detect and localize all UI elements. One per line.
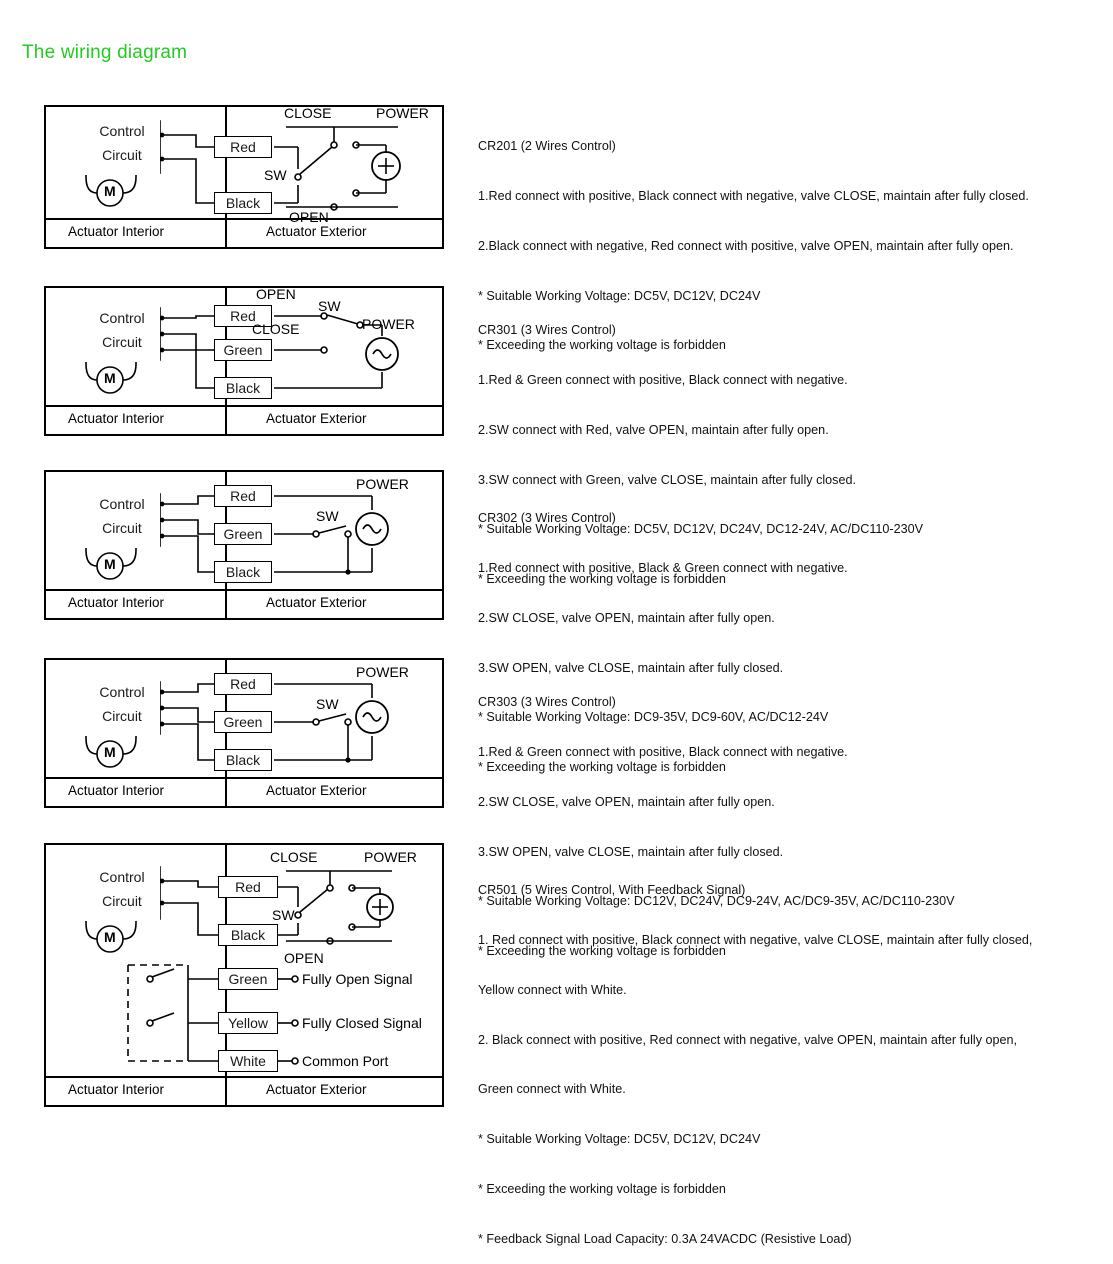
diagram-cr201 bbox=[44, 105, 444, 249]
label-actuator-interior: Actuator Interior bbox=[68, 411, 165, 426]
control-circuit-block bbox=[62, 492, 160, 548]
page-title: The wiring diagram bbox=[22, 42, 188, 63]
wire-label-black: Black bbox=[214, 192, 272, 214]
desc-line: 2.SW connect with Red, valve OPEN, maintain after fully open. bbox=[478, 422, 829, 437]
motor-label: M bbox=[104, 556, 116, 572]
label-fully-open-signal: Fully Open Signal bbox=[302, 971, 413, 987]
wire-label-green: Green bbox=[214, 711, 272, 733]
label-close: CLOSE bbox=[270, 849, 318, 865]
control-label: Control bbox=[99, 123, 145, 139]
desc-line: 1.Red connect with positive, Black connect with negative, valve CLOSE, maintain after fully closed. bbox=[478, 188, 1029, 203]
motor-label: M bbox=[104, 183, 116, 199]
diagram-cr501 bbox=[44, 843, 444, 1107]
desc-line: * Suitable Working Voltage: DC12V, DC24V, DC9-24V, AC/DC9-35V, AC/DC110-230V bbox=[478, 894, 955, 909]
label-sw: SW bbox=[264, 167, 287, 183]
control-label: Control bbox=[99, 684, 145, 700]
wire-label-green: Green bbox=[214, 339, 272, 361]
label-power: POWER bbox=[362, 316, 415, 332]
wire-label-yellow: Yellow bbox=[218, 1012, 278, 1034]
desc-line: 1.Red & Green connect with positive, Black connect with negative. bbox=[478, 372, 848, 387]
desc-line: 3.SW connect with Green, valve CLOSE, maintain after fully closed. bbox=[478, 472, 856, 487]
label-power: POWER bbox=[356, 664, 409, 680]
control-circuit-block bbox=[62, 680, 160, 736]
circuit-label: Circuit bbox=[102, 708, 142, 724]
diagram-cr303 bbox=[44, 658, 444, 808]
label-actuator-interior: Actuator Interior bbox=[68, 595, 165, 610]
desc-line: * Suitable Working Voltage: DC5V, DC12V, DC24V bbox=[478, 1132, 761, 1147]
motor-label: M bbox=[104, 929, 116, 945]
circuit-label: Circuit bbox=[102, 147, 142, 163]
desc-line: * Exceeding the working voltage is forbidden bbox=[478, 338, 726, 353]
label-actuator-interior: Actuator Interior bbox=[68, 783, 165, 798]
wire-label-green: Green bbox=[214, 523, 272, 545]
desc-line: 2.SW CLOSE, valve OPEN, maintain after fully open. bbox=[478, 610, 775, 625]
label-power: POWER bbox=[364, 849, 417, 865]
label-sw: SW bbox=[318, 298, 341, 314]
desc-line: Green connect with White. bbox=[478, 1082, 626, 1097]
wire-label-red: Red bbox=[214, 485, 272, 507]
desc-title: CR301 (3 Wires Control) bbox=[478, 323, 616, 338]
control-label: Control bbox=[99, 310, 145, 326]
desc-line: 2.Black connect with negative, Red connect with positive, valve OPEN, maintain after fully open. bbox=[478, 238, 1014, 253]
wire-label-black: Black bbox=[214, 749, 272, 771]
motor-label: M bbox=[104, 370, 116, 386]
label-actuator-interior: Actuator Interior bbox=[68, 224, 165, 239]
control-circuit-block bbox=[62, 865, 160, 921]
control-label: Control bbox=[99, 496, 145, 512]
control-circuit-block bbox=[62, 119, 160, 175]
label-actuator-interior: Actuator Interior bbox=[68, 1082, 165, 1097]
desc-line: 1.Red & Green connect with positive, Black connect with negative. bbox=[478, 744, 848, 759]
motor-label: M bbox=[104, 744, 116, 760]
label-open: OPEN bbox=[289, 209, 329, 225]
wire-label-green: Green bbox=[218, 968, 278, 990]
desc-title: CR201 (2 Wires Control) bbox=[478, 139, 616, 154]
label-fully-closed-signal: Fully Closed Signal bbox=[302, 1015, 422, 1031]
desc-line: Yellow connect with White. bbox=[478, 982, 627, 997]
desc-line: * Suitable Working Voltage: DC9-35V, DC9-60V, AC/DC12-24V bbox=[478, 710, 829, 725]
label-power: POWER bbox=[356, 476, 409, 492]
desc-title: CR303 (3 Wires Control) bbox=[478, 695, 616, 710]
wire-label-red: Red bbox=[214, 136, 272, 158]
label-actuator-exterior: Actuator Exterior bbox=[266, 411, 367, 426]
desc-line: 1. Red connect with positive, Black connect with negative, valve CLOSE, maintain after fully closed, bbox=[478, 932, 1033, 947]
label-sw: SW bbox=[272, 907, 295, 923]
diagram-cr302 bbox=[44, 470, 444, 620]
label-actuator-exterior: Actuator Exterior bbox=[266, 595, 367, 610]
desc-line: * Exceeding the working voltage is forbidden bbox=[478, 760, 726, 775]
desc-line: * Suitable Working Voltage: DC5V, DC12V, DC24V bbox=[478, 288, 761, 303]
label-actuator-exterior: Actuator Exterior bbox=[266, 224, 367, 239]
circuit-label: Circuit bbox=[102, 893, 142, 909]
desc-line: 2. Black connect with positive, Red connect with negative, valve OPEN, maintain after fully open, bbox=[478, 1032, 1018, 1047]
wire-label-black: Black bbox=[214, 561, 272, 583]
control-circuit-block bbox=[62, 306, 160, 362]
wire-label-red: Red bbox=[214, 673, 272, 695]
wire-label-black: Black bbox=[218, 924, 278, 946]
desc-title: CR501 (5 Wires Control, With Feedback Signal) bbox=[478, 883, 746, 898]
wire-label-red: Red bbox=[214, 305, 272, 327]
label-power: POWER bbox=[376, 105, 429, 121]
desc-line: 3.SW OPEN, valve CLOSE, maintain after fully closed. bbox=[478, 660, 784, 675]
label-sw: SW bbox=[316, 696, 339, 712]
label-common-port: Common Port bbox=[302, 1053, 389, 1069]
label-actuator-exterior: Actuator Exterior bbox=[266, 1082, 367, 1097]
wire-label-black: Black bbox=[214, 377, 272, 399]
desc-line: * Suitable Working Voltage: DC5V, DC12V, DC24V, DC12-24V, AC/DC110-230V bbox=[478, 522, 924, 537]
label-open: OPEN bbox=[256, 286, 296, 302]
desc-line: * Exceeding the working voltage is forbidden bbox=[478, 572, 726, 587]
label-actuator-exterior: Actuator Exterior bbox=[266, 783, 367, 798]
label-close: CLOSE bbox=[284, 105, 332, 121]
label-close: CLOSE bbox=[252, 321, 300, 337]
description-cr501 bbox=[478, 849, 1098, 1264]
label-sw: SW bbox=[316, 508, 339, 524]
desc-title: CR302 (3 Wires Control) bbox=[478, 511, 616, 526]
desc-line: 3.SW OPEN, valve CLOSE, maintain after fully closed. bbox=[478, 844, 784, 859]
wire-label-red: Red bbox=[218, 876, 278, 898]
diagram-cr301 bbox=[44, 286, 444, 436]
label-open: OPEN bbox=[284, 950, 324, 966]
wire-label-white: White bbox=[218, 1050, 278, 1072]
desc-line: 2.SW CLOSE, valve OPEN, maintain after fully open. bbox=[478, 794, 775, 809]
control-label: Control bbox=[99, 869, 145, 885]
desc-line: * Exceeding the working voltage is forbidden bbox=[478, 944, 726, 959]
circuit-label: Circuit bbox=[102, 334, 142, 350]
desc-line: 1.Red connect with positive, Black & Green connect with negative. bbox=[478, 560, 848, 575]
desc-line: * Feedback Signal Load Capacity: 0.3A 24VACDC (Resistive Load) bbox=[478, 1231, 852, 1246]
circuit-label: Circuit bbox=[102, 520, 142, 536]
desc-line: * Exceeding the working voltage is forbidden bbox=[478, 1181, 726, 1196]
